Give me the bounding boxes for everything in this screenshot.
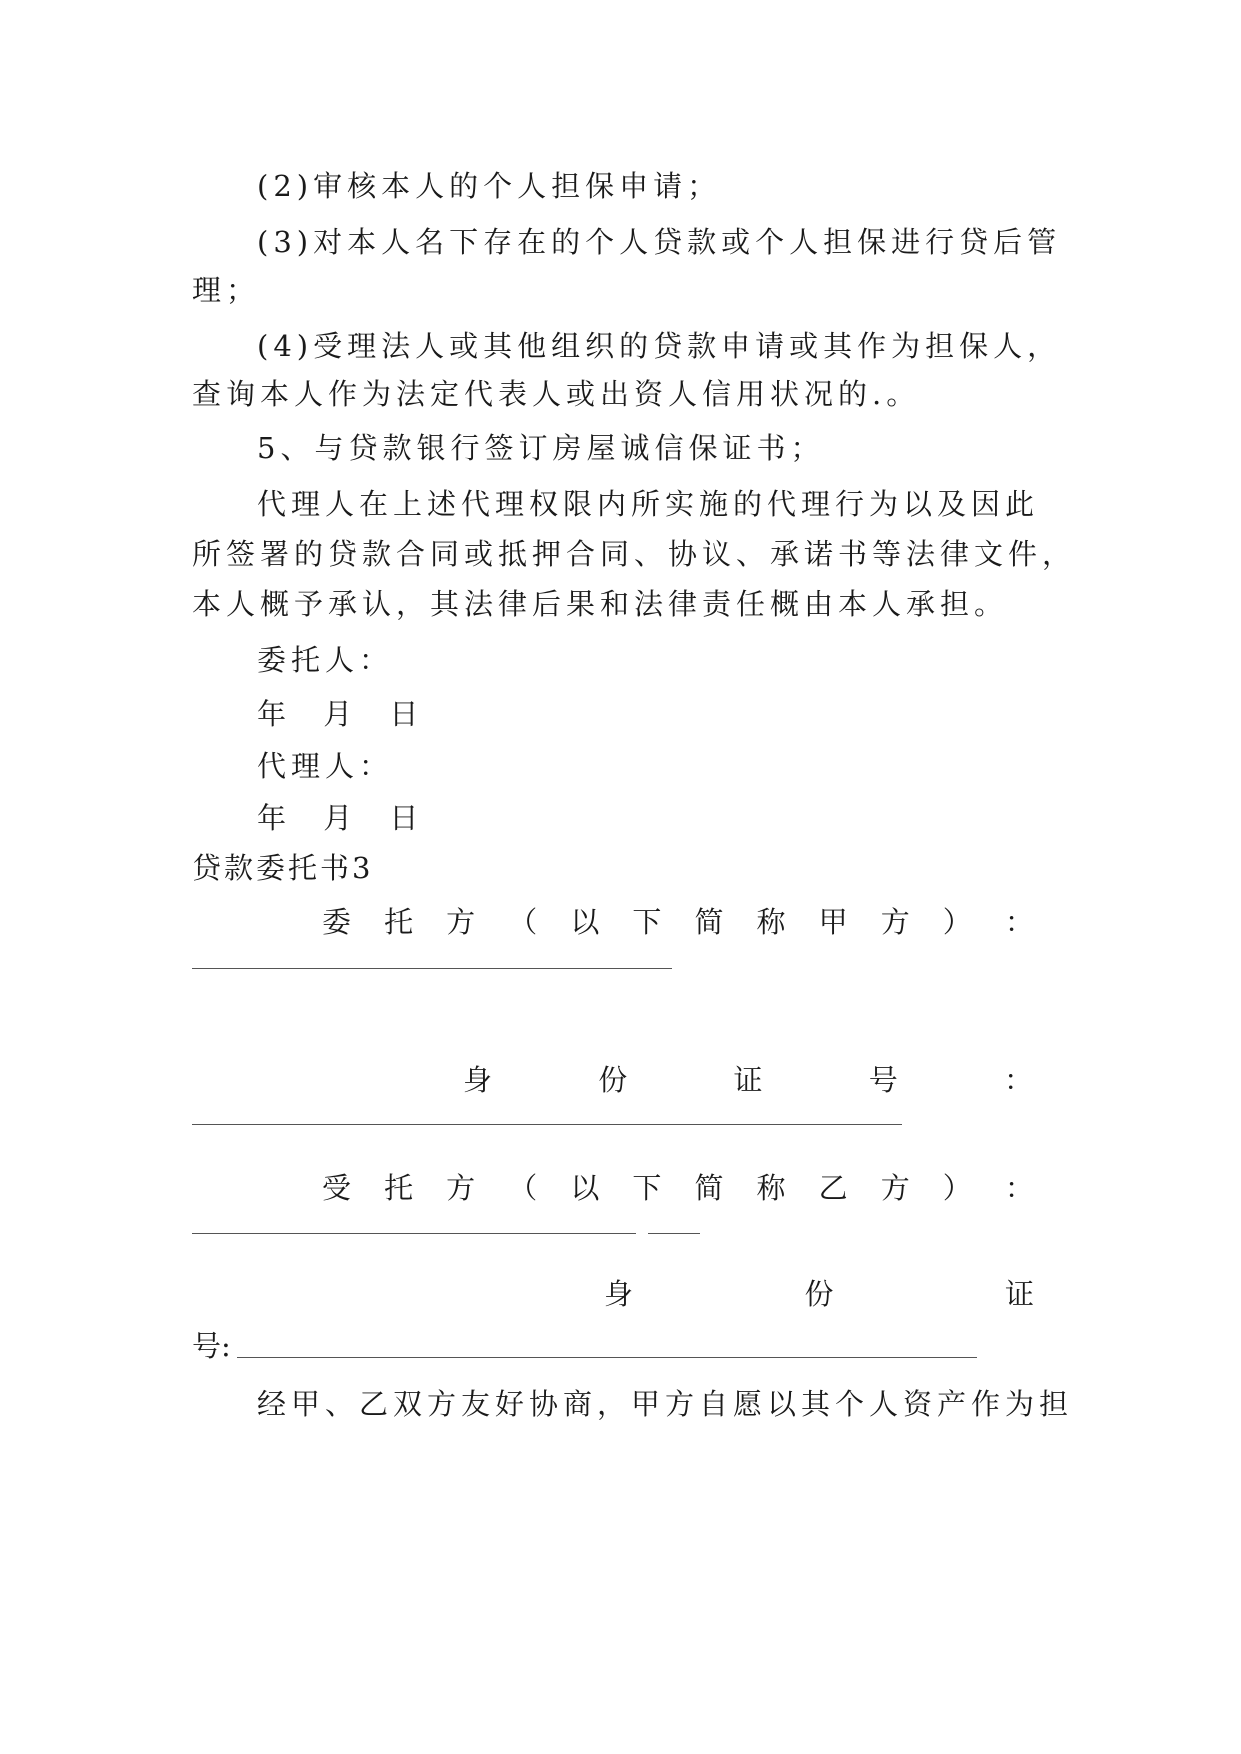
party-a-char: 以 — [570, 905, 600, 939]
party-b-char: ） — [942, 1171, 972, 1205]
party-a-char: 委 — [322, 905, 352, 939]
paragraph-item-5: 5、与贷款银行签订房屋诚信保证书； — [257, 431, 825, 465]
party-a-char: 下 — [632, 905, 662, 939]
section-title: 贷款委托书3 — [192, 851, 374, 885]
party-b-name-blank[interactable] — [192, 1233, 636, 1234]
party-a-id-char: 号 — [868, 1063, 898, 1097]
paragraph-item-4-line1: (4)受理法人或其他组织的贷款申请或其作为担保人， — [257, 329, 1062, 363]
party-b-id-char: 身 — [604, 1277, 634, 1311]
party-b-label — [322, 1168, 1034, 1208]
agent-label: 代理人： — [257, 749, 394, 783]
party-a-char: ） — [942, 905, 972, 939]
party-b-id-char: 证 — [1004, 1277, 1034, 1311]
paragraph-item-4-line2: 查询本人作为法定代表人或出资人信用状况的.。 — [192, 377, 921, 411]
party-a-id-blank[interactable] — [192, 1124, 902, 1125]
party-a-char: ： — [1004, 905, 1034, 939]
party-b-id-row — [192, 1326, 1062, 1366]
party-b-name-blank-tail[interactable] — [648, 1233, 700, 1234]
party-b-char: （ — [508, 1171, 538, 1205]
party-b-id-tail: 号: — [192, 1329, 231, 1363]
party-b-id-char: 份 — [804, 1277, 834, 1311]
party-a-char: （ — [508, 905, 538, 939]
party-a-id-label — [463, 1060, 1033, 1100]
agent-date: 年 月 日 — [257, 801, 433, 835]
party-a-id-char: ： — [1003, 1063, 1033, 1097]
party-a-char: 称 — [756, 905, 786, 939]
party-a-char: 方 — [880, 905, 910, 939]
party-a-char: 甲 — [818, 905, 848, 939]
paragraph-item-2: (2)审核本人的个人担保申请； — [257, 169, 722, 203]
party-a-id-char: 证 — [733, 1063, 763, 1097]
closing-paragraph: 经甲、乙双方友好协商，甲方自愿以其个人资产作为担 — [257, 1387, 1074, 1421]
party-b-char: 受 — [322, 1171, 352, 1205]
principal-date: 年 月 日 — [257, 697, 433, 731]
party-b-char: 以 — [570, 1171, 600, 1205]
party-b-char: 托 — [384, 1171, 414, 1205]
paragraph-agency-line3: 本人概予承认，其法律后果和法律责任概由本人承担。 — [192, 587, 1009, 621]
party-a-name-blank[interactable] — [192, 968, 672, 969]
party-a-id-char: 身 — [463, 1063, 493, 1097]
party-a-char: 方 — [446, 905, 476, 939]
paragraph-item-3-line1: (3)对本人名下存在的个人贷款或个人担保进行贷后管 — [257, 225, 1062, 259]
paragraph-agency-line2: 所签署的贷款合同或抵押合同、协议、承诺书等法律文件， — [192, 537, 1077, 571]
party-a-label — [322, 902, 1034, 942]
party-b-char: 称 — [756, 1171, 786, 1205]
party-b-char: 方 — [446, 1171, 476, 1205]
party-a-char: 托 — [384, 905, 414, 939]
party-b-char: ： — [1004, 1171, 1034, 1205]
party-b-char: 下 — [632, 1171, 662, 1205]
party-b-id-label — [604, 1274, 1034, 1314]
party-b-char: 简 — [694, 1171, 724, 1205]
paragraph-agency-line1: 代理人在上述代理权限内所实施的代理行为以及因此 — [257, 487, 1040, 521]
principal-label: 委托人： — [257, 643, 394, 677]
party-a-char: 简 — [694, 905, 724, 939]
paragraph-item-3-line2: 理； — [192, 273, 261, 307]
party-b-id-blank[interactable] — [237, 1357, 977, 1358]
party-a-id-char: 份 — [598, 1063, 628, 1097]
party-b-char: 乙 — [818, 1171, 848, 1205]
party-b-char: 方 — [880, 1171, 910, 1205]
